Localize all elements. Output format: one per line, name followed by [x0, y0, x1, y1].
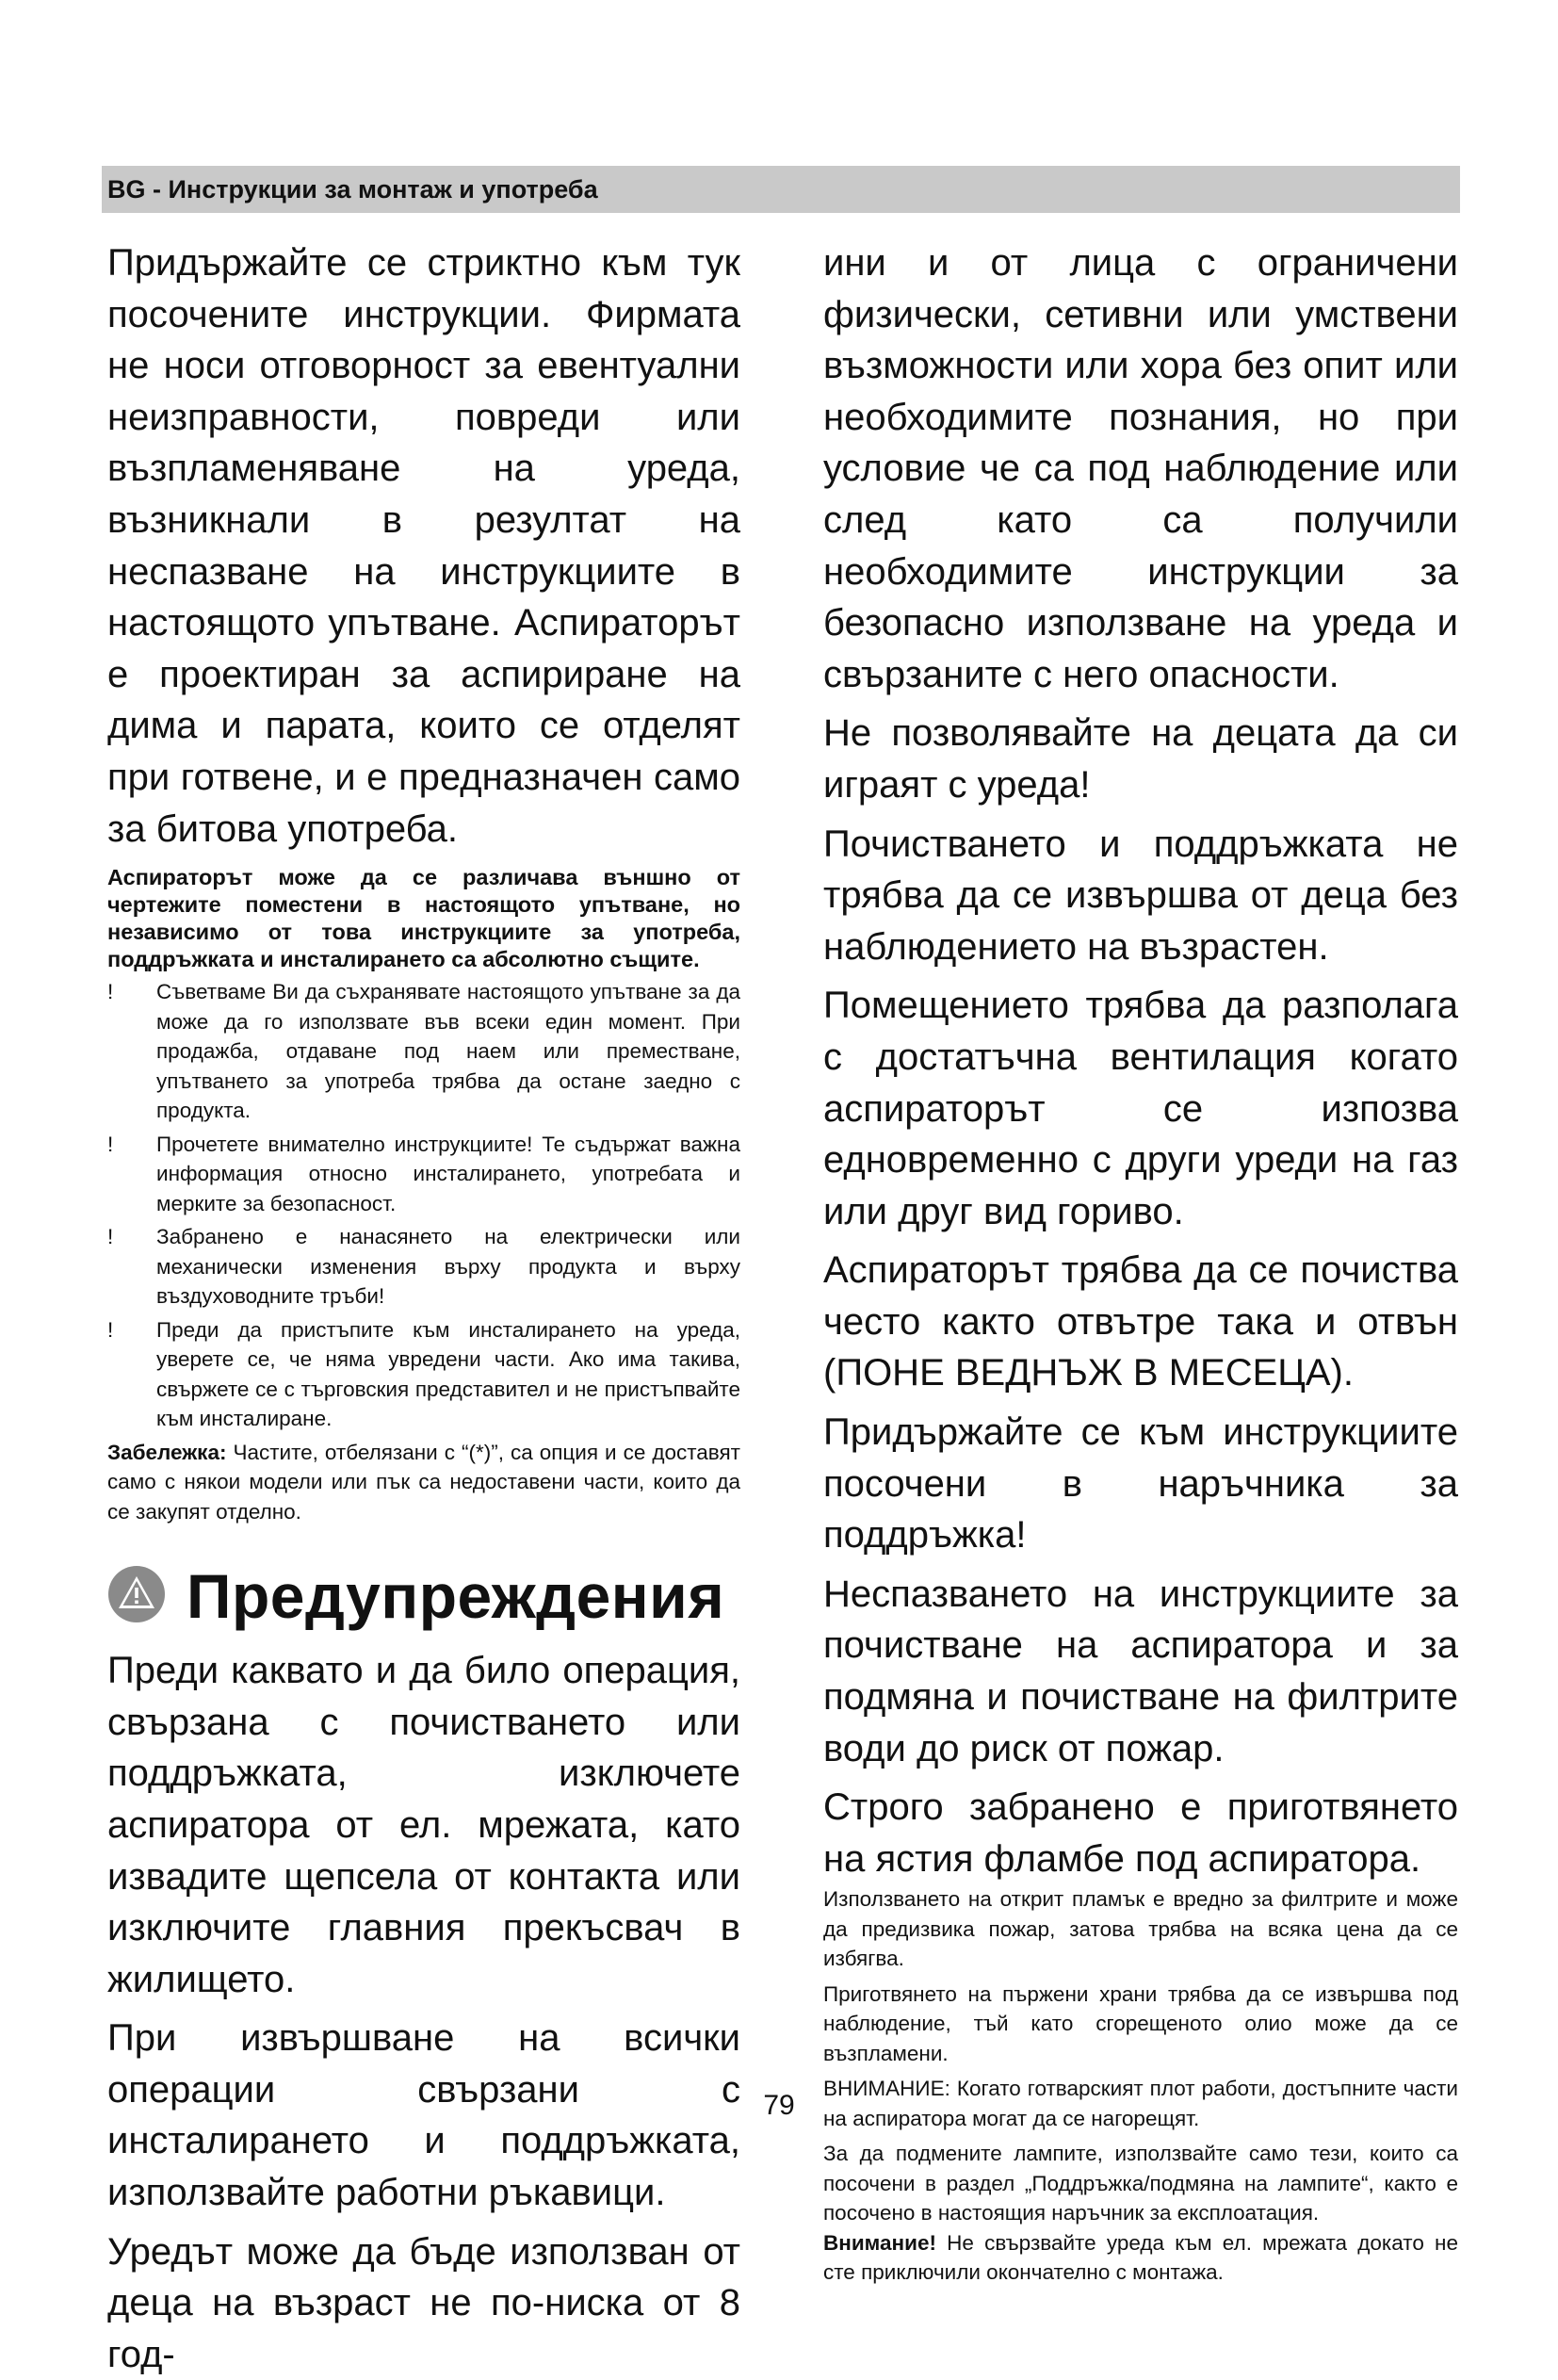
attention-label: Внимание!	[823, 2230, 936, 2255]
bullet-item	[107, 1315, 740, 1434]
exclamation-icon: !	[107, 1225, 114, 1249]
note-text: Частите, отбелязани с “(*)”, са опция и се доставят само с някои модели или пък са недоставени части, които да се закупят отделно.	[107, 1440, 740, 1524]
bullet-item	[107, 977, 740, 1126]
intro-paragraph: Придържайте се стриктно към тук посочените инструкции. Фирмата не носи отговорност за евентуални неизправности, повреди или възпламеняване на уреда, възникнали в резултат на неспазване на инструкциите в настоящото упътване. Аспираторът е проектиран за аспириране на дима и парата, които се отделят при готвене, и е предназначен само за битова употреба.	[107, 242, 740, 850]
bullet-text: Прочетете внимателно инструкциите! Те съдържат важна информация относно инсталирането, употребата и мерките за безопасност.	[156, 1132, 740, 1215]
note-label: Забележка:	[107, 1440, 227, 1464]
attention-text: Не свързвайте уреда към ел. мрежата докато не сте приключили окончателно с монтажа.	[823, 2230, 1458, 2285]
safety-bullet-list	[107, 977, 740, 1434]
warning-paragraph-gloves: При извършване на всички операции свързани с инсталирането и поддръжката, използвайте работни ръкавици.	[107, 2017, 740, 2214]
warning-triangle-icon	[107, 1565, 166, 1628]
left-column	[107, 237, 740, 2380]
right-column	[823, 237, 1458, 2288]
small-hot-parts: ВНИМАНИЕ: Когато готварският плот работи, достъпните части на аспиратора могат да се нагорещят.	[823, 2077, 1458, 2130]
paragraph-fire-risk: Неспазването на инструкциите за почистване на аспиратора и за подмяна и почистване на филтрите води до риск от пожар.	[823, 1573, 1458, 1769]
warning-paragraph-disconnect: Преди каквато и да било операция, свързана с почистването или поддръжката, изключете аспиратора от ел. мрежата, като извадите щепсела от контакта или изключите главния прекъсвач в жилището.	[107, 1650, 740, 2000]
exclamation-icon: !	[107, 1132, 114, 1156]
exclamation-icon: !	[107, 1317, 114, 1342]
bullet-item	[107, 1130, 740, 1219]
page-number: 79	[763, 2090, 795, 2121]
paragraph-children-play: Не позволявайте на децата да си играят с уреда!	[823, 712, 1458, 806]
small-open-flame: Използването на открит пламък е вредно за филтрите и може да предизвика пожар, затова трябва на всяка цена да се избягва.	[823, 1887, 1458, 1971]
small-frying: Приготвянето на пържени храни трябва да се извършва под наблюдение, тъй като сгорещеното олио може да се възпламени.	[823, 1981, 1458, 2065]
optional-parts-note	[107, 1438, 740, 1527]
paragraph-flambe: Строго забранено е приготвянето на ястия фламбе под аспиратора.	[823, 1786, 1458, 1880]
paragraph-cleaning-supervision: Почистването и поддръжката не трябва да се извършва от деца без наблюдението на възрастен.	[823, 823, 1458, 968]
small-mains-warning	[823, 2228, 1458, 2288]
paragraph-restricted-users: ини и от лица с ограничени физически, сетивни или умствени възможности или хора без опит или необходимите познания, но при условие че са под наблюдение или след като са получили необходимите инструкции за безопасно използване на уреда и свързаните с него опасности.	[823, 242, 1458, 695]
paragraph-ventilation: Помещението трябва да разполага с достатъчна вентилация когато аспираторът се изпозва едновременно с други уреди на газ или друг вид гориво.	[823, 985, 1458, 1232]
document-header	[102, 166, 1460, 213]
paragraph-maintenance-manual: Придържайте се към инструкциите посочени в наръчника за поддръжка!	[823, 1411, 1458, 1557]
bullet-text: Преди да пристъпите към инсталирането на уреда, уверете се, че няма увредени части. Ако има такива, свържете се с търговския представител и не пристъпвайте към инсталиране.	[156, 1317, 740, 1431]
small-lamps: За да подмените лампите, използвайте само тези, които са посочени в раздел „Поддръжка/подмяна на лампите“, както е посочено в настоящия наръчник за експлоатация.	[823, 2142, 1458, 2225]
paragraph-cleaning-frequency: Аспираторът трябва да се почиства често както отвътре така и отвън (ПОНЕ ВЕДНЪЖ В МЕСЕЦА).	[823, 1249, 1458, 1394]
bullet-item	[107, 1222, 740, 1312]
bullet-text: Съветваме Ви да съхранявате настоящото упътване за да може да го използвате във всеки един момент. При продажба, отдаване под наем или преместване, упътването за употреба трябва да остане заедно с продукта.	[156, 980, 740, 1123]
header-title: BG - Инструкции за монтаж и употреба	[107, 175, 598, 204]
warnings-heading	[107, 1558, 740, 1634]
exclamation-icon: !	[107, 980, 114, 1004]
warnings-title: Предупреждения	[187, 1561, 725, 1632]
bullet-text: Забранено е нанасянето на електрически или механически изменения върху продукта и върху въздуховодните тръби!	[156, 1225, 740, 1309]
appearance-note: Аспираторът може да се различава външно от чертежите поместени в настоящото упътване, но независимо от това инструкциите за употреба, поддръжката и инсталирането са абсолютно същите.	[107, 865, 740, 972]
warning-paragraph-children: Уредът може да бъде използван от деца на възраст не по-ниска от 8 год-	[107, 2230, 740, 2375]
